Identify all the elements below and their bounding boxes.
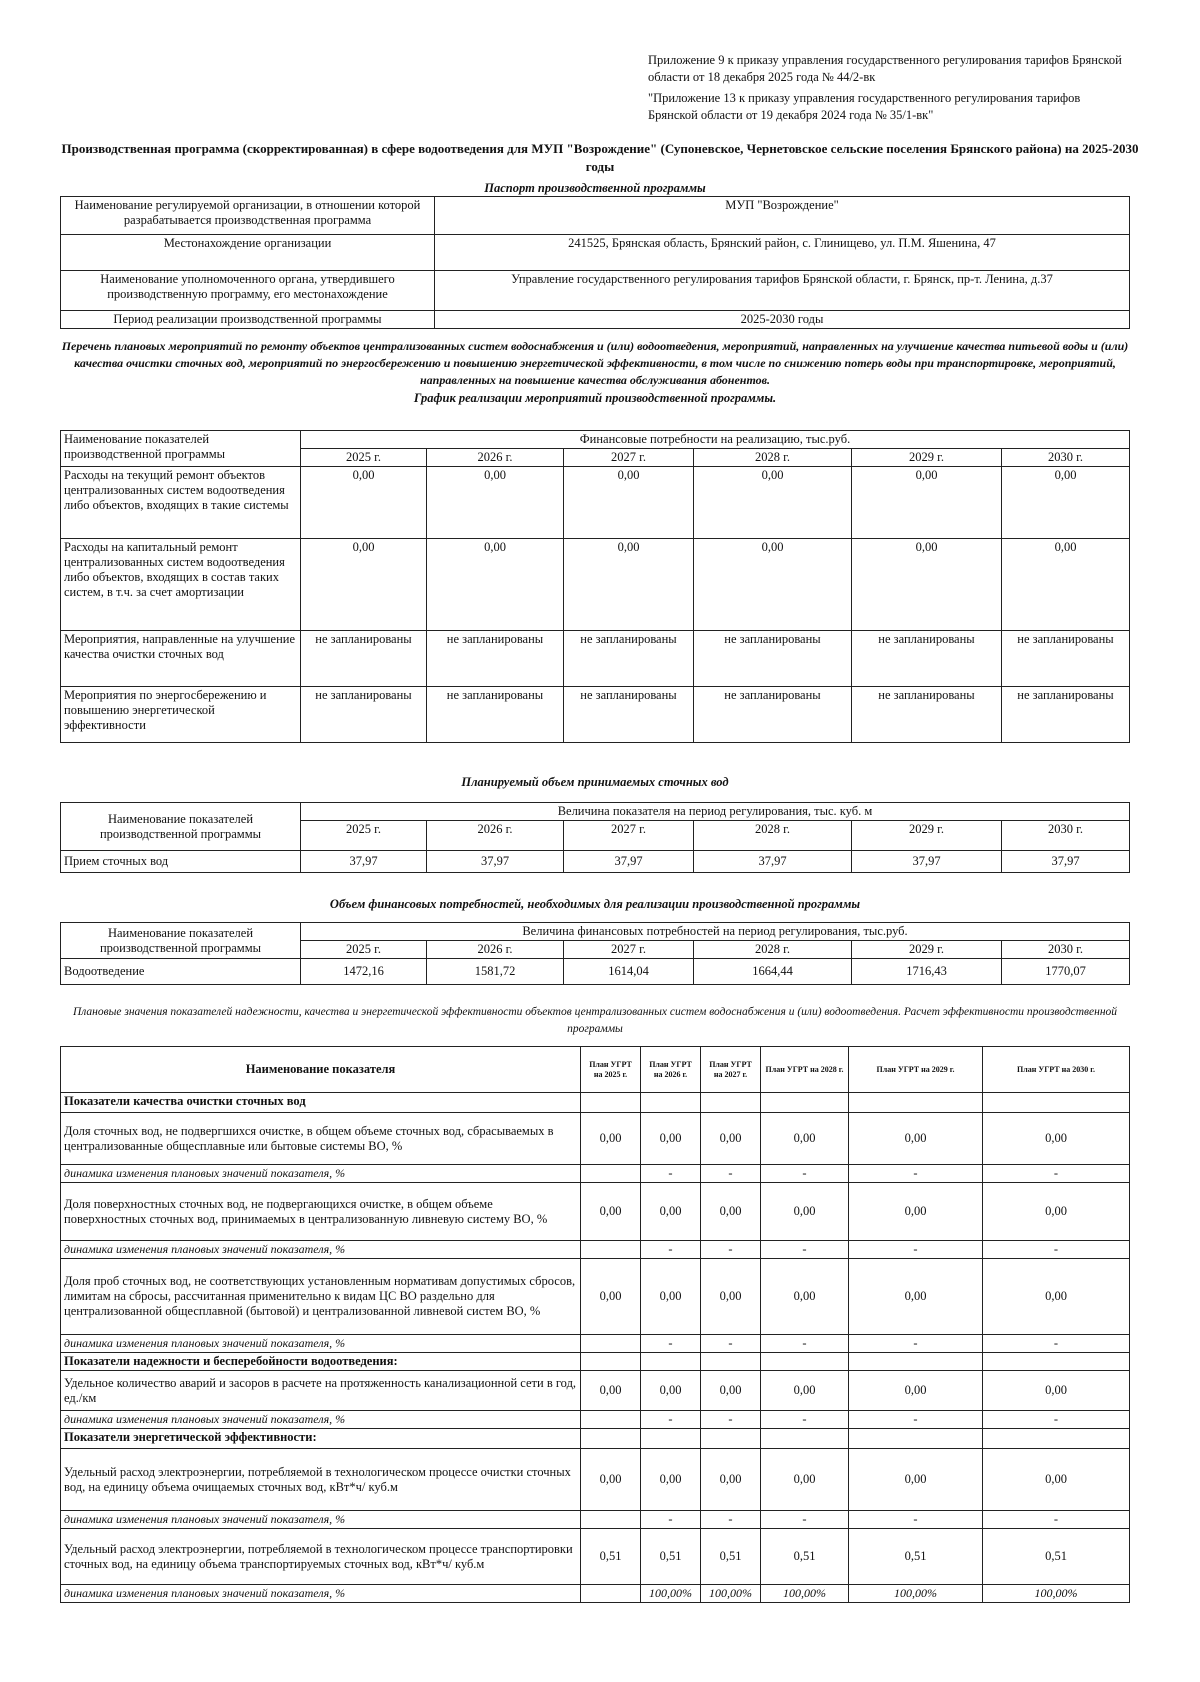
dynamics-cell: - <box>983 1241 1130 1259</box>
schedule-cell: не запланированы <box>852 687 1002 743</box>
schedule-head-label: Наименование показателей производственной программы <box>61 431 301 467</box>
appendix-13-note: "Приложение 13 к приказу управления государственного регулирования тарифов Брянской области от 19 декабря 2024 года № 35/1-вк" <box>648 91 1081 122</box>
indicator-cell: 0,00 <box>761 1183 849 1241</box>
indicator-cell: 0,00 <box>983 1371 1130 1411</box>
finance-caption: Объем финансовых потребностей, необходимых для реализации производственной программы <box>329 897 861 911</box>
indicator-cell: 0,00 <box>581 1259 641 1335</box>
volume-cell: 37,97 <box>427 851 564 873</box>
indicator-cell: 0,00 <box>983 1449 1130 1511</box>
year-header: 2028 г. <box>694 941 852 959</box>
dynamics-label: динамика изменения плановых значений показателя, % <box>61 1165 581 1183</box>
finance-cell: 1770,07 <box>1002 959 1130 985</box>
indicator-cell: 0,51 <box>849 1529 983 1585</box>
volume-cell: 37,97 <box>694 851 852 873</box>
schedule-cell: 0,00 <box>852 467 1002 539</box>
passport-label-location: Местонахождение организации <box>61 235 435 271</box>
dynamics-cell: - <box>983 1335 1130 1353</box>
page-title: Производственная программа (скорректированная) в сфере водоотведения для МУП "Возрождение" (Супоневское, Чернетовское сельские поселения Брянского района) на 2025-2030 годы <box>61 141 1139 174</box>
plan-header: План УГРТ на 2027 г. <box>701 1047 761 1093</box>
schedule-cell: 0,00 <box>427 467 564 539</box>
passport-value-authority: Управление государственного регулирования тарифов Брянской области, г. Брянск, пр-т. Ленина, д.37 <box>435 271 1130 311</box>
dynamics-cell: - <box>701 1165 761 1183</box>
indicator-cell: 0,00 <box>849 1371 983 1411</box>
indicator-cell: 0,00 <box>701 1113 761 1165</box>
dynamics-label: динамика изменения плановых значений показателя, % <box>61 1585 581 1603</box>
indicator-label: Удельный расход электроэнергии, потребляемой в технологическом процессе транспортировки сточных вод, на единицу объема транспортируемых сточных вод, кВт*ч/ куб.м <box>61 1529 581 1585</box>
schedule-cell: не запланированы <box>852 631 1002 687</box>
dynamics-cell: - <box>849 1241 983 1259</box>
dynamics-cell: 100,00% <box>849 1585 983 1603</box>
indicator-cell: 0,51 <box>761 1529 849 1585</box>
indicator-cell: 0,00 <box>983 1113 1130 1165</box>
schedule-cell: не запланированы <box>564 631 694 687</box>
dynamics-label: динамика изменения плановых значений показателя, % <box>61 1511 581 1529</box>
indicator-cell: 0,00 <box>761 1371 849 1411</box>
schedule-cell: 0,00 <box>564 467 694 539</box>
schedule-cell: 0,00 <box>301 467 427 539</box>
dynamics-label: динамика изменения плановых значений показателя, % <box>61 1335 581 1353</box>
appendix-9-note: Приложение 9 к приказу управления государственного регулирования тарифов Брянской области от 18 декабря 2025 года № 44/2-вк <box>648 53 1122 84</box>
finance-table <box>60 922 1130 985</box>
year-header: 2030 г. <box>1002 821 1130 851</box>
schedule-cell: не запланированы <box>427 687 564 743</box>
plan-header: План УГРТ на 2028 г. <box>761 1047 849 1093</box>
finance-cell: 1581,72 <box>427 959 564 985</box>
indicator-cell: 0,51 <box>983 1529 1130 1585</box>
indicator-cell: 0,00 <box>701 1371 761 1411</box>
indicators-note: Плановые значения показателей надежности, качества и энергетической эффективности объектов централизованных систем водоснабжения и (или) водоотведения. Расчет эффективности производственной программы <box>72 1006 1118 1035</box>
year-header: 2026 г. <box>427 941 564 959</box>
indicator-cell: 0,00 <box>701 1259 761 1335</box>
passport-label-authority: Наименование уполномоченного органа, утвердившего производственную программу, его местонахождение <box>61 271 435 311</box>
indicator-cell: 0,00 <box>983 1183 1130 1241</box>
plan-header: План УГРТ на 2026 г. <box>641 1047 701 1093</box>
indicator-cell: 0,00 <box>849 1449 983 1511</box>
indicator-cell: 0,51 <box>581 1529 641 1585</box>
dynamics-cell: - <box>701 1511 761 1529</box>
year-header: 2027 г. <box>564 821 694 851</box>
indicator-label: Удельный расход электроэнергии, потребляемой в технологическом процессе очистки сточных вод, на единицу объема очищаемых сточных вод, кВт*ч/ куб.м <box>61 1449 581 1511</box>
indicator-cell: 0,00 <box>581 1183 641 1241</box>
dynamics-cell: - <box>983 1411 1130 1429</box>
finance-head-label: Наименование показателей производственной программы <box>61 923 301 959</box>
volume-caption: Планируемый объем принимаемых сточных вод <box>461 775 729 789</box>
dynamics-cell: - <box>849 1511 983 1529</box>
schedule-cell: не запланированы <box>694 687 852 743</box>
finance-head-group: Величина финансовых потребностей на период регулирования, тыс.руб. <box>301 923 1130 941</box>
indicator-cell: 0,00 <box>701 1183 761 1241</box>
dynamics-cell: - <box>761 1511 849 1529</box>
dynamics-cell: - <box>641 1165 701 1183</box>
volume-table <box>60 802 1130 873</box>
finance-cell: 1716,43 <box>852 959 1002 985</box>
year-header: 2029 г. <box>852 449 1002 467</box>
dynamics-cell: - <box>761 1165 849 1183</box>
indicator-cell: 0,51 <box>641 1529 701 1585</box>
passport-label-org: Наименование регулируемой организации, в отношении которой разрабатывается производственная программа <box>61 197 435 235</box>
dynamics-cell: - <box>849 1165 983 1183</box>
passport-value-period: 2025-2030 годы <box>435 311 1130 329</box>
schedule-cell: 0,00 <box>694 539 852 631</box>
indicator-cell: 0,00 <box>849 1113 983 1165</box>
year-header: 2027 г. <box>564 941 694 959</box>
year-header: 2025 г. <box>301 449 427 467</box>
schedule-cell: 0,00 <box>301 539 427 631</box>
section-heading: Показатели надежности и бесперебойности водоотведения: <box>61 1353 581 1371</box>
dynamics-cell: - <box>701 1335 761 1353</box>
schedule-cell: не запланированы <box>427 631 564 687</box>
indicator-cell: 0,00 <box>761 1113 849 1165</box>
year-header: 2027 г. <box>564 449 694 467</box>
dynamics-cell: 100,00% <box>983 1585 1130 1603</box>
indicator-label: Доля проб сточных вод, не соответствующих установленным нормативам допустимых сбросов, лимитам на сбросы, рассчитанная применительно к видам ЦС ВО раздельно для централизованной общесплавной (бытовой) и централизованной ливневой систем ВО, % <box>61 1259 581 1335</box>
dynamics-cell: 100,00% <box>701 1585 761 1603</box>
volume-cell: 37,97 <box>1002 851 1130 873</box>
year-header: 2030 г. <box>1002 941 1130 959</box>
dynamics-cell: - <box>701 1411 761 1429</box>
dynamics-cell: - <box>761 1335 849 1353</box>
schedule-row-label: Мероприятия по энергосбережению и повышению энергетической эффективности <box>61 687 301 743</box>
year-header: 2026 г. <box>427 449 564 467</box>
indicator-cell: 0,51 <box>701 1529 761 1585</box>
year-header: 2025 г. <box>301 941 427 959</box>
finance-cell: 1664,44 <box>694 959 852 985</box>
dynamics-cell: - <box>761 1411 849 1429</box>
year-header: 2030 г. <box>1002 449 1130 467</box>
finance-row-label: Водоотведение <box>61 959 301 985</box>
indicator-cell: 0,00 <box>761 1259 849 1335</box>
plan-header: План УГРТ на 2030 г. <box>983 1047 1130 1093</box>
schedule-cell: 0,00 <box>694 467 852 539</box>
plan-header: План УГРТ на 2025 г. <box>581 1047 641 1093</box>
schedule-caption: График реализации мероприятий производственной программы. <box>413 391 777 405</box>
schedule-row-label: Расходы на капитальный ремонт централизованных систем водоотведения либо объектов, входящих в состав таких систем, в т.ч. за счет амортизации <box>61 539 301 631</box>
indicator-label: Доля сточных вод, не подвергшихся очистке, в общем объеме сточных вод, сбрасываемых в централизованные общесплавные или бытовые системы ВО, % <box>61 1113 581 1165</box>
schedule-row-label: Мероприятия, направленные на улучшение качества очистки сточных вод <box>61 631 301 687</box>
indicator-label: Доля поверхностных сточных вод, не подвергающихся очистке, в общем объеме поверхностных сточных вод, принимаемых в централизованную ливневую систему ВО, % <box>61 1183 581 1241</box>
dynamics-cell: - <box>641 1335 701 1353</box>
finance-cell: 1614,04 <box>564 959 694 985</box>
year-header: 2029 г. <box>852 821 1002 851</box>
indicator-cell: 0,00 <box>983 1259 1130 1335</box>
dynamics-cell: - <box>849 1335 983 1353</box>
year-header: 2028 г. <box>694 449 852 467</box>
dynamics-cell: 100,00% <box>641 1585 701 1603</box>
dynamics-cell: - <box>983 1511 1130 1529</box>
schedule-cell: 0,00 <box>564 539 694 631</box>
dynamics-label: динамика изменения плановых значений показателя, % <box>61 1411 581 1429</box>
section-heading: Показатели энергетической эффективности: <box>61 1429 581 1449</box>
schedule-row-label: Расходы на текущий ремонт объектов централизованных систем водоотведения либо объектов, входящих в такие системы <box>61 467 301 539</box>
indicators-head-label: Наименование показателя <box>61 1047 581 1093</box>
year-header: 2026 г. <box>427 821 564 851</box>
schedule-cell: 0,00 <box>1002 539 1130 631</box>
dynamics-cell: - <box>641 1511 701 1529</box>
dynamics-label: динамика изменения плановых значений показателя, % <box>61 1241 581 1259</box>
passport-label-period: Период реализации производственной программы <box>61 311 435 329</box>
volume-row-label: Прием сточных вод <box>61 851 301 873</box>
indicator-cell: 0,00 <box>581 1449 641 1511</box>
indicator-cell: 0,00 <box>761 1449 849 1511</box>
schedule-cell: 0,00 <box>1002 467 1130 539</box>
dynamics-cell: - <box>761 1241 849 1259</box>
volume-cell: 37,97 <box>301 851 427 873</box>
passport-value-org: МУП "Возрождение" <box>435 197 1130 235</box>
schedule-cell: 0,00 <box>427 539 564 631</box>
year-header: 2029 г. <box>852 941 1002 959</box>
schedule-cell: 0,00 <box>852 539 1002 631</box>
indicator-cell: 0,00 <box>641 1449 701 1511</box>
schedule-cell: не запланированы <box>1002 631 1130 687</box>
indicator-cell: 0,00 <box>641 1259 701 1335</box>
schedule-cell: не запланированы <box>301 687 427 743</box>
indicator-cell: 0,00 <box>641 1183 701 1241</box>
indicator-cell: 0,00 <box>581 1371 641 1411</box>
volume-head-group: Величина показателя на период регулирования, тыс. куб. м <box>301 803 1130 821</box>
schedule-cell: не запланированы <box>564 687 694 743</box>
dynamics-cell: - <box>849 1411 983 1429</box>
plan-header: План УГРТ на 2029 г. <box>849 1047 983 1093</box>
dynamics-cell: - <box>641 1411 701 1429</box>
indicator-label: Удельное количество аварий и засоров в расчете на протяженность канализационной сети в год, ед./км <box>61 1371 581 1411</box>
indicator-cell: 0,00 <box>849 1183 983 1241</box>
year-header: 2028 г. <box>694 821 852 851</box>
schedule-cell: не запланированы <box>301 631 427 687</box>
dynamics-cell: - <box>983 1165 1130 1183</box>
year-header: 2025 г. <box>301 821 427 851</box>
schedule-head-group: Финансовые потребности на реализацию, тыс.руб. <box>301 431 1130 449</box>
dynamics-cell: - <box>701 1241 761 1259</box>
volume-head-label: Наименование показателей производственной программы <box>61 803 301 851</box>
section-heading: Показатели качества очистки сточных вод <box>61 1093 581 1113</box>
indicators-table <box>60 1046 1130 1603</box>
finance-cell: 1472,16 <box>301 959 427 985</box>
passport-caption: Паспорт производственной программы <box>484 181 706 195</box>
measures-note: Перечень плановых мероприятий по ремонту объектов централизованных систем водоснабжения и (или) водоотведения, мероприятий, направленных на улучшение качества питьевой воды и (или) качества очистки сточных вод, мероприятий по энергосбережению и повышению энергетической эффективности, в том числе по снижению потерь воды при транспортировке, мероприятий, направленных на повышение качества обслуживания абонентов. <box>61 339 1129 387</box>
volume-cell: 37,97 <box>852 851 1002 873</box>
indicator-cell: 0,00 <box>641 1371 701 1411</box>
indicator-cell: 0,00 <box>701 1449 761 1511</box>
indicator-cell: 0,00 <box>849 1259 983 1335</box>
indicator-cell: 0,00 <box>581 1113 641 1165</box>
schedule-cell: не запланированы <box>694 631 852 687</box>
dynamics-cell: 100,00% <box>761 1585 849 1603</box>
dynamics-cell: - <box>641 1241 701 1259</box>
passport-value-location: 241525, Брянская область, Брянский район, с. Глинищево, ул. П.М. Яшенина, 47 <box>435 235 1130 271</box>
volume-cell: 37,97 <box>564 851 694 873</box>
schedule-cell: не запланированы <box>1002 687 1130 743</box>
indicator-cell: 0,00 <box>641 1113 701 1165</box>
passport-table <box>60 196 1130 329</box>
schedule-table <box>60 430 1130 743</box>
